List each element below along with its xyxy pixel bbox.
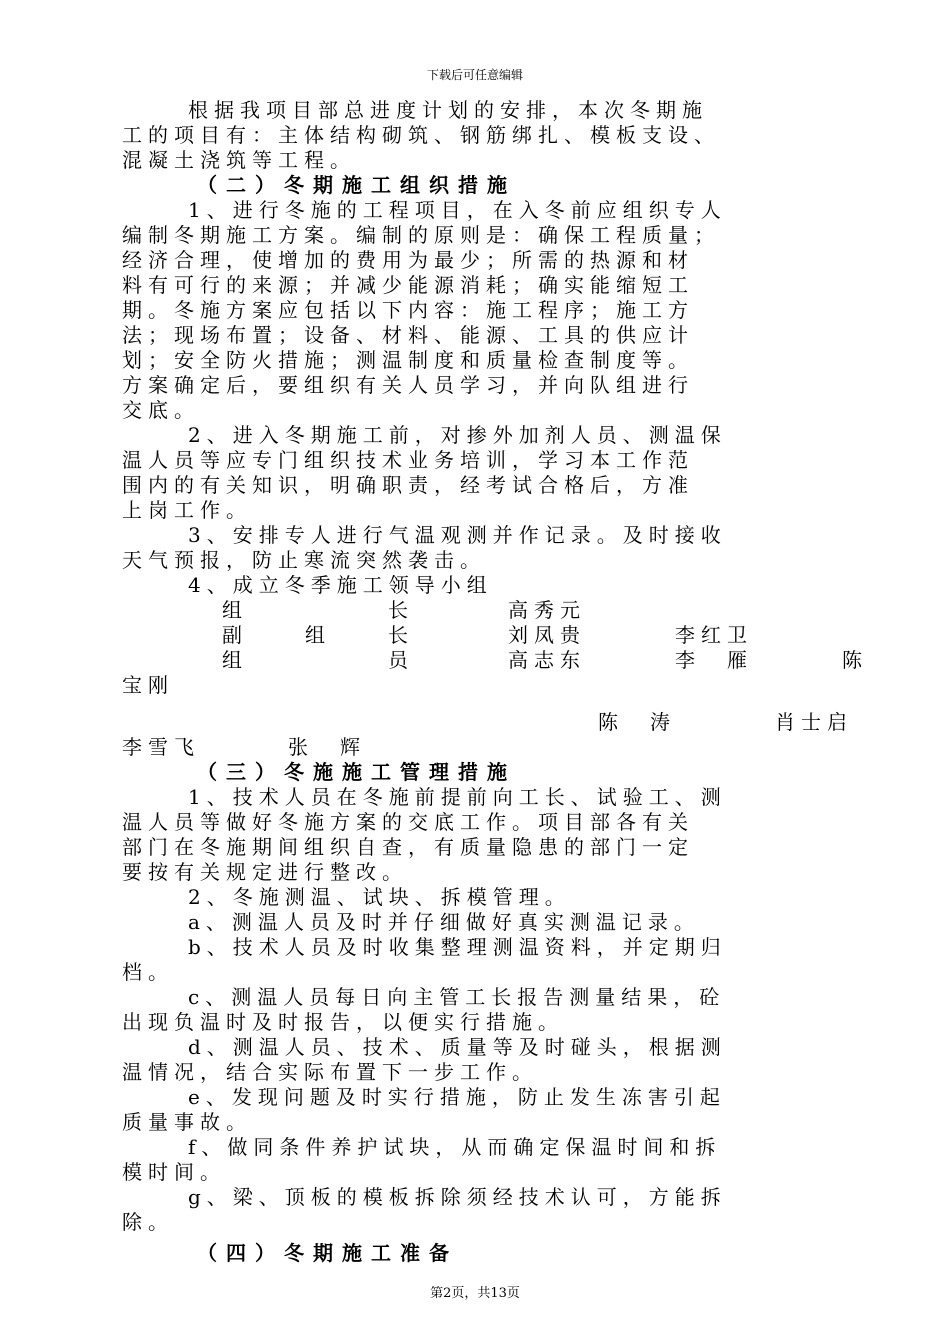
text-line: 料有可行的来源；并减少能源消耗；确实能缩短工: [122, 273, 694, 297]
page-footer: 第2页，共13页: [430, 1286, 520, 1301]
member-name: 刘凤贵: [508, 623, 586, 647]
section-heading: （四）冬期施工准备: [197, 1241, 458, 1265]
member-name: 高秀元: [508, 598, 586, 622]
text-line: 方案确定后，要组织有关人员学习，并向队组进行: [122, 373, 694, 397]
leader-row: [122, 598, 864, 623]
text-line: 天气预报，防止寒流突然袭击。: [122, 548, 486, 572]
member-name: 陈 涛: [598, 710, 676, 734]
text-line: c、测温人员每日向主管工长报告测量结果，砼: [188, 985, 726, 1009]
member-row: [122, 673, 864, 698]
member-name: 李红卫: [675, 623, 753, 647]
member-name: 宝刚: [122, 673, 174, 697]
text-line: 工的项目有：主体结构砌筑、钢筋绑扎、模板支设、: [122, 123, 720, 147]
text-line: 根据我项目部总进度计划的安排，本次冬期施: [188, 98, 708, 122]
section-heading: （二）冬期施工组织措施: [197, 173, 516, 197]
role-label: 长: [388, 598, 414, 622]
role-label: 组: [305, 623, 331, 647]
page-header: 下载后可任意编辑: [426, 68, 523, 82]
text-line: 档。: [122, 960, 174, 984]
member-name: 陈: [842, 648, 868, 672]
text-line: d、测温人员、技术、质量等及时碰头，根据测: [188, 1035, 727, 1059]
text-line: 期。冬施方案应包括以下内容：施工程序；施工方: [122, 298, 694, 322]
text-line: g、梁、顶板的模板拆除须经技术认可，方能拆: [188, 1185, 727, 1209]
text-line: 质量事故。: [122, 1110, 252, 1134]
section-heading: （三）冬施施工管理措施: [197, 760, 516, 784]
member-name: 李雪飞: [122, 735, 200, 759]
deputy-row: [122, 623, 864, 648]
text-line: 围内的有关知识，明确职责，经考试合格后，方准: [122, 473, 694, 497]
text-line: e、发现问题及时实行措施，防止发生冻害引起: [188, 1085, 726, 1109]
text-line: 经济合理，使增加的费用为最少；所需的热源和材: [122, 248, 694, 272]
text-line: 温人员等做好冬施方案的交底工作。项目部各有关: [122, 810, 694, 834]
document-body: [122, 98, 868, 1266]
text-line: a、测温人员及时并仔细做好真实测温记录。: [188, 910, 700, 934]
member-row: [122, 735, 864, 760]
member-name: 肖士启: [775, 710, 853, 734]
role-label: 员: [388, 648, 414, 672]
text-line: 4、成立冬季施工领导小组: [188, 573, 493, 597]
role-label: 组: [222, 598, 248, 622]
member-row: [122, 710, 864, 735]
text-line: 划；安全防火措施；测温制度和质量检查制度等。: [122, 348, 694, 372]
text-line: 除。: [122, 1210, 174, 1234]
text-line: 交底。: [122, 398, 200, 422]
text-line: 2、进入冬期施工前，对掺外加剂人员、测温保: [188, 423, 727, 447]
text-line: 3、安排专人进行气温观测并作记录。及时接收: [188, 523, 727, 547]
text-line: 法；现场布置；设备、材料、能源、工具的供应计: [122, 323, 694, 347]
text-line: 温情况，结合实际布置下一步工作。: [122, 1060, 538, 1084]
member-name: 李 雁: [675, 648, 753, 672]
text-line: 1、技术人员在冬施前提前向工长、试验工、测: [188, 785, 727, 809]
text-line: b、技术人员及时收集整理测温资料，并定期归: [188, 935, 727, 959]
role-label: 副: [222, 623, 248, 647]
text-line: 要按有关规定进行整改。: [122, 860, 408, 884]
text-line: 上岗工作。: [122, 498, 252, 522]
role-label: 组: [222, 648, 248, 672]
text-line: 温人员等应专门组织技术业务培训，学习本工作范: [122, 448, 694, 472]
member-name: 张 辉: [288, 735, 366, 759]
member-name: 高志东: [508, 648, 586, 672]
member-row: [122, 648, 868, 673]
text-line: 模时间。: [122, 1160, 226, 1184]
text-line: 部门在冬施期间组织自查，有质量隐患的部门一定: [122, 835, 694, 859]
text-line: 混凝土浇筑等工程。: [122, 148, 356, 172]
role-label: 长: [388, 623, 414, 647]
text-line: 编制冬期施工方案。编制的原则是：确保工程质量；: [122, 223, 720, 247]
text-line: 出现负温时及时报告，以便实行措施。: [122, 1010, 564, 1034]
text-line: 2、冬施测温、试块、拆模管理。: [188, 885, 571, 909]
text-line: f、做同条件养护试块，从而确定保温时间和拆: [188, 1135, 722, 1159]
text-line: 1、进行冬施的工程项目，在入冬前应组织专人: [188, 198, 727, 222]
